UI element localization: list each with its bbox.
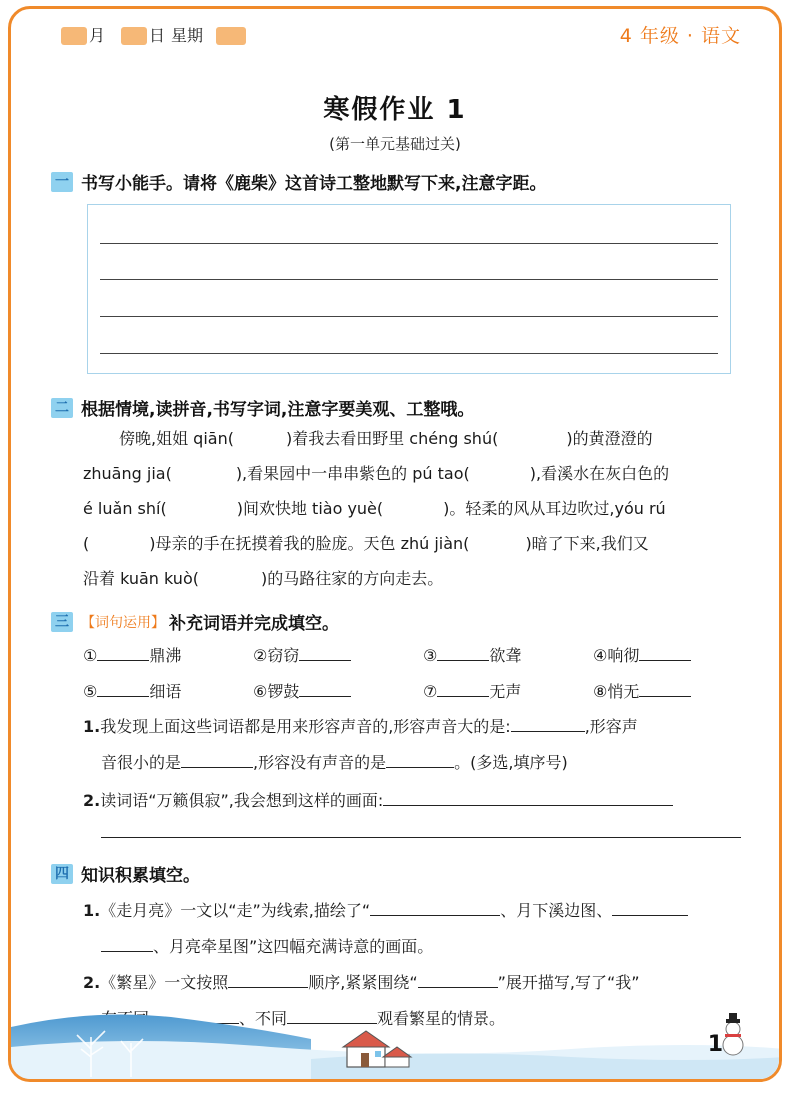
word-blank[interactable] [97, 682, 149, 697]
word-item: ③ 欲聋 [423, 646, 522, 665]
section-4-question-1-cont: 、月亮牵星图”这四幅充满诗意的画面。 [101, 929, 433, 964]
word-blank[interactable] [639, 646, 691, 661]
poem-writing-box[interactable] [87, 204, 731, 374]
writing-line[interactable] [100, 316, 718, 317]
answer-blank[interactable] [228, 973, 308, 988]
passage-text: )母亲的手在抚摸着我的脸庞。天色 zhú jiàn( [149, 534, 470, 553]
day-label: 日 [149, 26, 166, 45]
answer-line[interactable] [101, 837, 741, 838]
passage-text: zhuāng jia( [83, 464, 172, 483]
passage-text: é luǎn shí( [83, 499, 167, 518]
section-4-question-1: 1.《走月亮》一文以“走”为线索,描绘了“ 、月下溪边图、 [83, 893, 688, 928]
month-label: 月 [89, 26, 106, 45]
section-1-heading [51, 169, 546, 194]
passage-text: ),看溪水在灰白色的 [529, 464, 670, 483]
word-item: ① 鼎沸 [83, 646, 182, 665]
word-blank[interactable] [437, 646, 489, 661]
worksheet-page [8, 6, 782, 1082]
section-4-question-2-cont: 、不同 观看繁星的情景。 [101, 1001, 505, 1036]
passage-text: )。轻柔的风从耳边吹过,yóu rú [443, 499, 666, 518]
answer-blank[interactable] [612, 901, 688, 916]
section-2-heading [51, 395, 474, 420]
word-blank[interactable] [299, 646, 351, 661]
writing-line[interactable] [100, 243, 718, 244]
word-item: ⑦ 无声 [423, 682, 522, 701]
section-2-text: 根据情境,读拼音,书写字词,注意字要美观、工整哦。 [81, 400, 475, 420]
word-item: ⑤ 细语 [83, 682, 182, 701]
answer-blank[interactable] [101, 937, 153, 952]
day-blank[interactable] [121, 27, 147, 45]
word-item: ②窃窃 [253, 643, 351, 666]
section-4-text: 知识积累填空。 [81, 866, 200, 886]
section-4-badge: 四 [51, 864, 73, 884]
weekday-blank[interactable] [216, 27, 246, 45]
word-blank[interactable] [97, 646, 149, 661]
section-3-heading [51, 609, 339, 634]
passage-text: ( [83, 534, 90, 553]
answer-blank[interactable] [511, 717, 585, 732]
section-1-text: 书写小能手。请将《鹿柴》这首诗工整地默写下来,注意字距。 [81, 174, 547, 194]
answer-blank[interactable] [383, 791, 673, 806]
date-header [11, 9, 779, 61]
section-3-question-1: 1.我发现上面这些词语都是用来形容声音的,形容声音大的是: ,形容声 [83, 717, 638, 736]
word-blank[interactable] [639, 682, 691, 697]
passage-text: ),看果园中一串串紫色的 pú tao( [235, 464, 470, 483]
winter-scene-illustration [11, 987, 779, 1079]
section-3-question-1-cont: 音很小的是 ,形容没有声音的是 。(多选,填序号) [101, 753, 568, 772]
section-3-question-2: 2.读词语“万籁俱寂”,我会想到这样的画面: [83, 783, 673, 818]
writing-line[interactable] [100, 279, 718, 280]
winter-scene-icon [11, 987, 782, 1079]
section-2-badge: 二 [51, 398, 73, 418]
section-1-badge: 一 [51, 172, 73, 192]
passage-text: 傍晚,姐姐 qiān( [119, 429, 234, 448]
section-3-text: 补充词语并完成填空。 [169, 614, 339, 634]
passage-text: )暗了下来,我们又 [525, 534, 649, 553]
page-number: 1 [707, 1032, 723, 1057]
passage-text: )着我去看田野里 chéng shú( [285, 429, 499, 448]
weekday-label: 星期 [171, 26, 204, 45]
section-3-badge: 三 [51, 612, 73, 632]
answer-blank[interactable] [181, 753, 253, 768]
word-item: ⑧悄无 [593, 679, 691, 702]
page-title: 寒假作业 1 [323, 95, 467, 125]
writing-line[interactable] [100, 353, 718, 354]
page-subtitle: (第一单元基础过关) [329, 135, 461, 153]
word-usage-tag: 【词句运用】 [81, 614, 165, 631]
pinyin-passage [83, 421, 749, 596]
answer-blank[interactable] [386, 753, 454, 768]
section-4-heading [51, 861, 200, 886]
word-item: ④响彻 [593, 643, 691, 666]
word-blank[interactable] [437, 682, 489, 697]
passage-text: )间欢快地 tiào yuè( [236, 499, 384, 518]
passage-text: )的马路往家的方向走去。 [260, 569, 444, 588]
answer-blank[interactable] [418, 973, 498, 988]
passage-text: )的黄澄澄的 [566, 429, 653, 448]
answer-blank[interactable] [370, 901, 500, 916]
word-blank[interactable] [299, 682, 351, 697]
grade-subject-label: 4 年级 · 语文 [619, 25, 741, 47]
word-item: ⑥锣鼓 [253, 679, 351, 702]
section-4-question-2: 2.《繁星》一文按照 顺序,紧紧围绕“ ”展开描写,写了“我” [83, 973, 640, 992]
passage-text: 沿着 kuān kuò( [83, 569, 199, 588]
month-blank[interactable] [61, 27, 87, 45]
